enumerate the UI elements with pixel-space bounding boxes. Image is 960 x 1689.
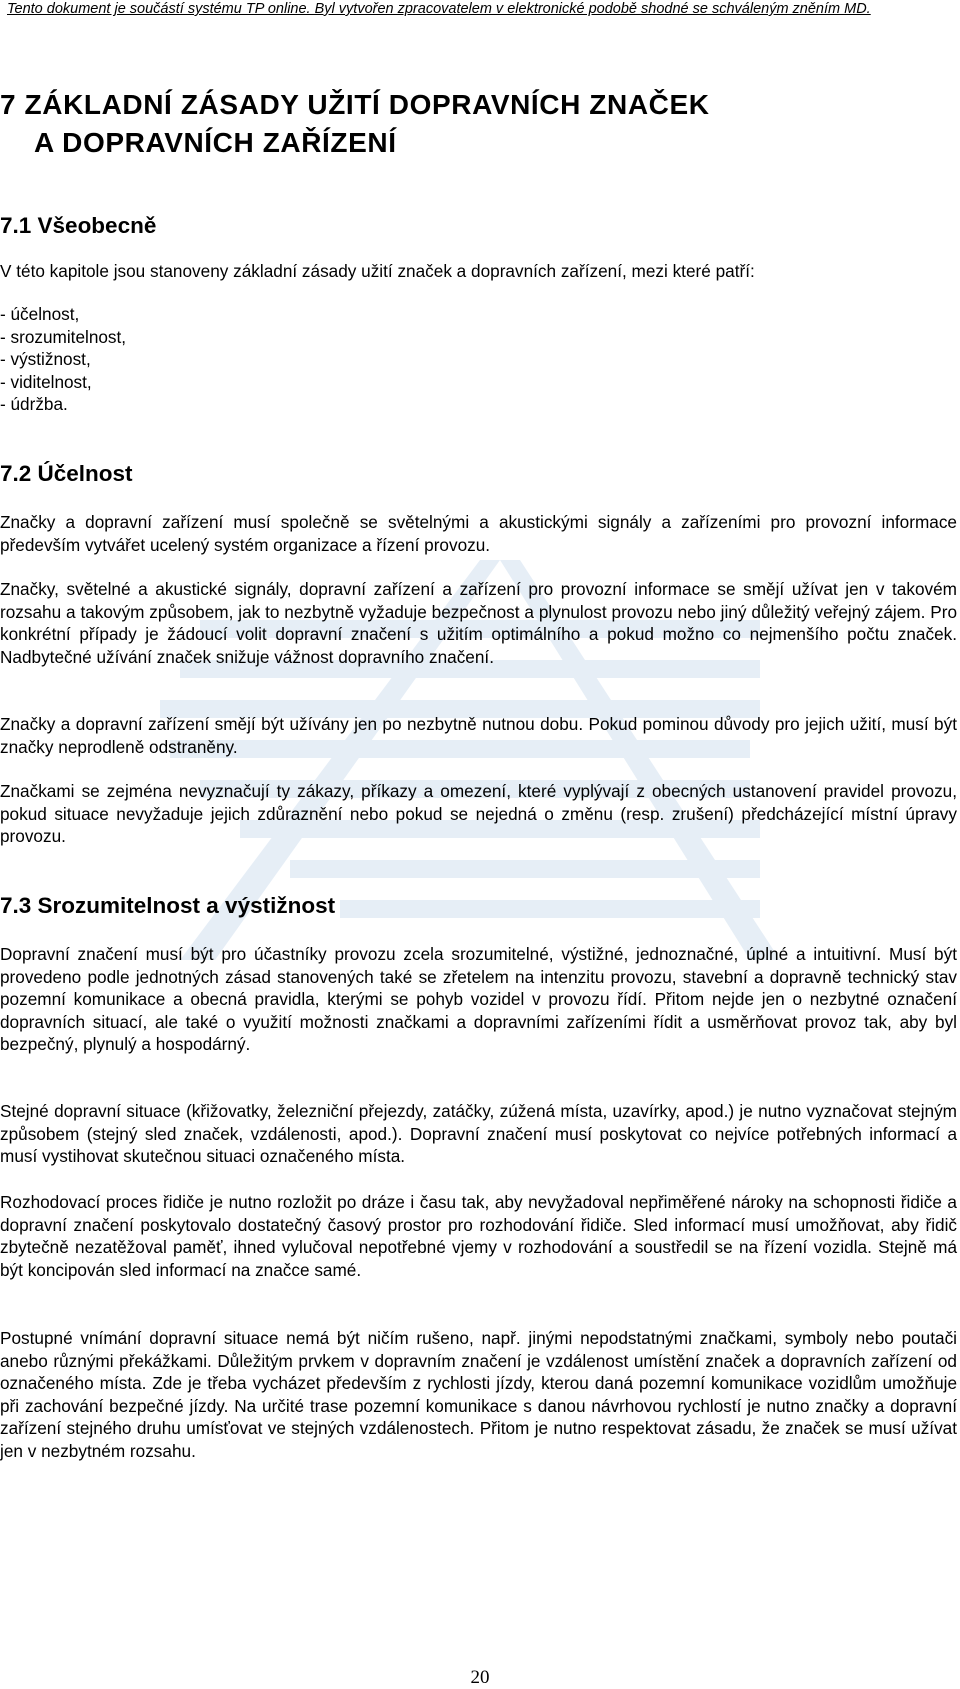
section-title: 7.3 Srozumitelnost a výstižnost [0, 893, 336, 918]
chapter-title-line1: 7 ZÁKLADNÍ ZÁSADY UŽITÍ DOPRAVNÍCH ZNAČEK [0, 89, 710, 120]
paragraph: Stejné dopravní situace (křižovatky, železniční přejezdy, zatáčky, zúžená místa, uzavírky, apod.) je nutno vyznačovat stejným způsobem (stejný sled značek, vzdálenosti, apod.). Dopravní značení musí poskytovat co nejvíce potřebných informací a musí vystihovat skutečnou situaci označeného místa. [0, 1101, 957, 1166]
paragraph: Značky a dopravní zařízení smějí být užívány jen po nezbytně nutnou dobu. Pokud pominou důvody pro jejich užití, musí být značky neprodleně odstraněny. [0, 714, 957, 757]
list-item: - srozumitelnost, [0, 326, 127, 347]
page-number: 20 [470, 1667, 490, 1688]
paragraph: Značky a dopravní zařízení musí společně se světelnými a akustickými signály a zařízeními pro provozní informace především vytvářet ucelený systém organizace a řízení provozu. [0, 512, 957, 555]
list-item: - viditelnost, [0, 371, 92, 392]
list-item: - údržba. [0, 394, 68, 414]
section-title: 7.2 Účelnost [0, 461, 133, 486]
list-item: - výstižnost, [0, 349, 91, 369]
chapter-title-line2: A DOPRAVNÍCH ZAŘÍZENÍ [34, 127, 397, 158]
paragraph: Rozhodovací proces řidiče je nutno rozložit po dráze i času tak, aby nevyžadoval nepřiměřené nároky na schopnosti řidiče a dopravní značení poskytovalo dostatečný časový prostor pro rozhodování řidiče. Sled informací musí umožňovat, aby řidič zbytečně nezatěžoval paměť, ihned vylučoval nepotřebné vjemy v rozhodování a soustředil se na řízení vozidla. Stejně má být koncipován sled informací na značce samé. [0, 1192, 957, 1280]
section-title: 7.1 Všeobecně [0, 213, 157, 238]
paragraph: Postupné vnímání dopravní situace nemá být ničím rušeno, např. jinými nepodstatnými značkami, symboly nebo poutači anebo různými překážkami. Důležitým prvkem v dopravním značení je vzdálenost umístění značek a dopravních zařízení od označeného místa. Zde je třeba vycházet především z rychlosti jízdy, kterou daná pozemní komunikace vozidlům umožňuje při zachování bezpečné jízdy. Na určité trase pozemní komunikace s danou návrhovou rychlostí je nutno značky a dopravní zařízení stejného druhu umísťovat ve stejných vzdálenostech. Přitom je nutno respektovat zásadu, že značek se musí užívat jen v nezbytném rozsahu. [0, 1328, 957, 1461]
document-header-notice: Tento dokument je součástí systému TP online. Byl vytvořen zpracovatelem v elektronické podobě shodné se schváleným zněním MD. [7, 1, 871, 17]
paragraph: Značky, světelné a akustické signály, dopravní zařízení a zařízení pro provozní informace se smějí užívat jen v takovém rozsahu a takovým způsobem, jak to nezbytně vyžaduje bezpečnost a plynulost provozu nebo jiný důležitý veřejný zájem. Pro konkrétní případy je žádoucí volit dopravní značení s užitím optimálního a pokud možno co nejmenšího počtu značek. Nadbytečné užívání značek snižuje vážnost dopravního značení. [0, 579, 957, 667]
chapter-title [0, 86, 710, 162]
paragraph: V této kapitole jsou stanoveny základní zásady užití značek a dopravních zařízení, mezi které patří: [0, 261, 755, 281]
principles-list [0, 303, 126, 416]
paragraph: Dopravní značení musí být pro účastníky provozu zcela srozumitelné, výstižné, jednoznačné, úplné a intuitivní. Musí být provedeno podle jednotných zásad stanovených také se zřetelem na intenzitu provozu, stavební a dopravně technický stav pozemní komunikace a obecná pravidla, kterými se pohyb vozidel v provozu řídí. Přitom nejde jen o nezbytné označení dopravních situací, ale také o využití možnosti značkami a dopravními zařízeními řídit a usměrňovat provoz tak, aby byl bezpečný, plynulý a hospodárný. [0, 944, 957, 1054]
list-item: - účelnost, [0, 304, 80, 324]
paragraph: Značkami se zejména nevyznačují ty zákazy, příkazy a omezení, které vyplývají z obecných ustanovení pravidel provozu, pokud situace nevyžaduje jejich zdůraznění nebo pokud se nejedná o změnu (resp. zrušení) předcházející místní úpravy provozu. [0, 781, 957, 846]
